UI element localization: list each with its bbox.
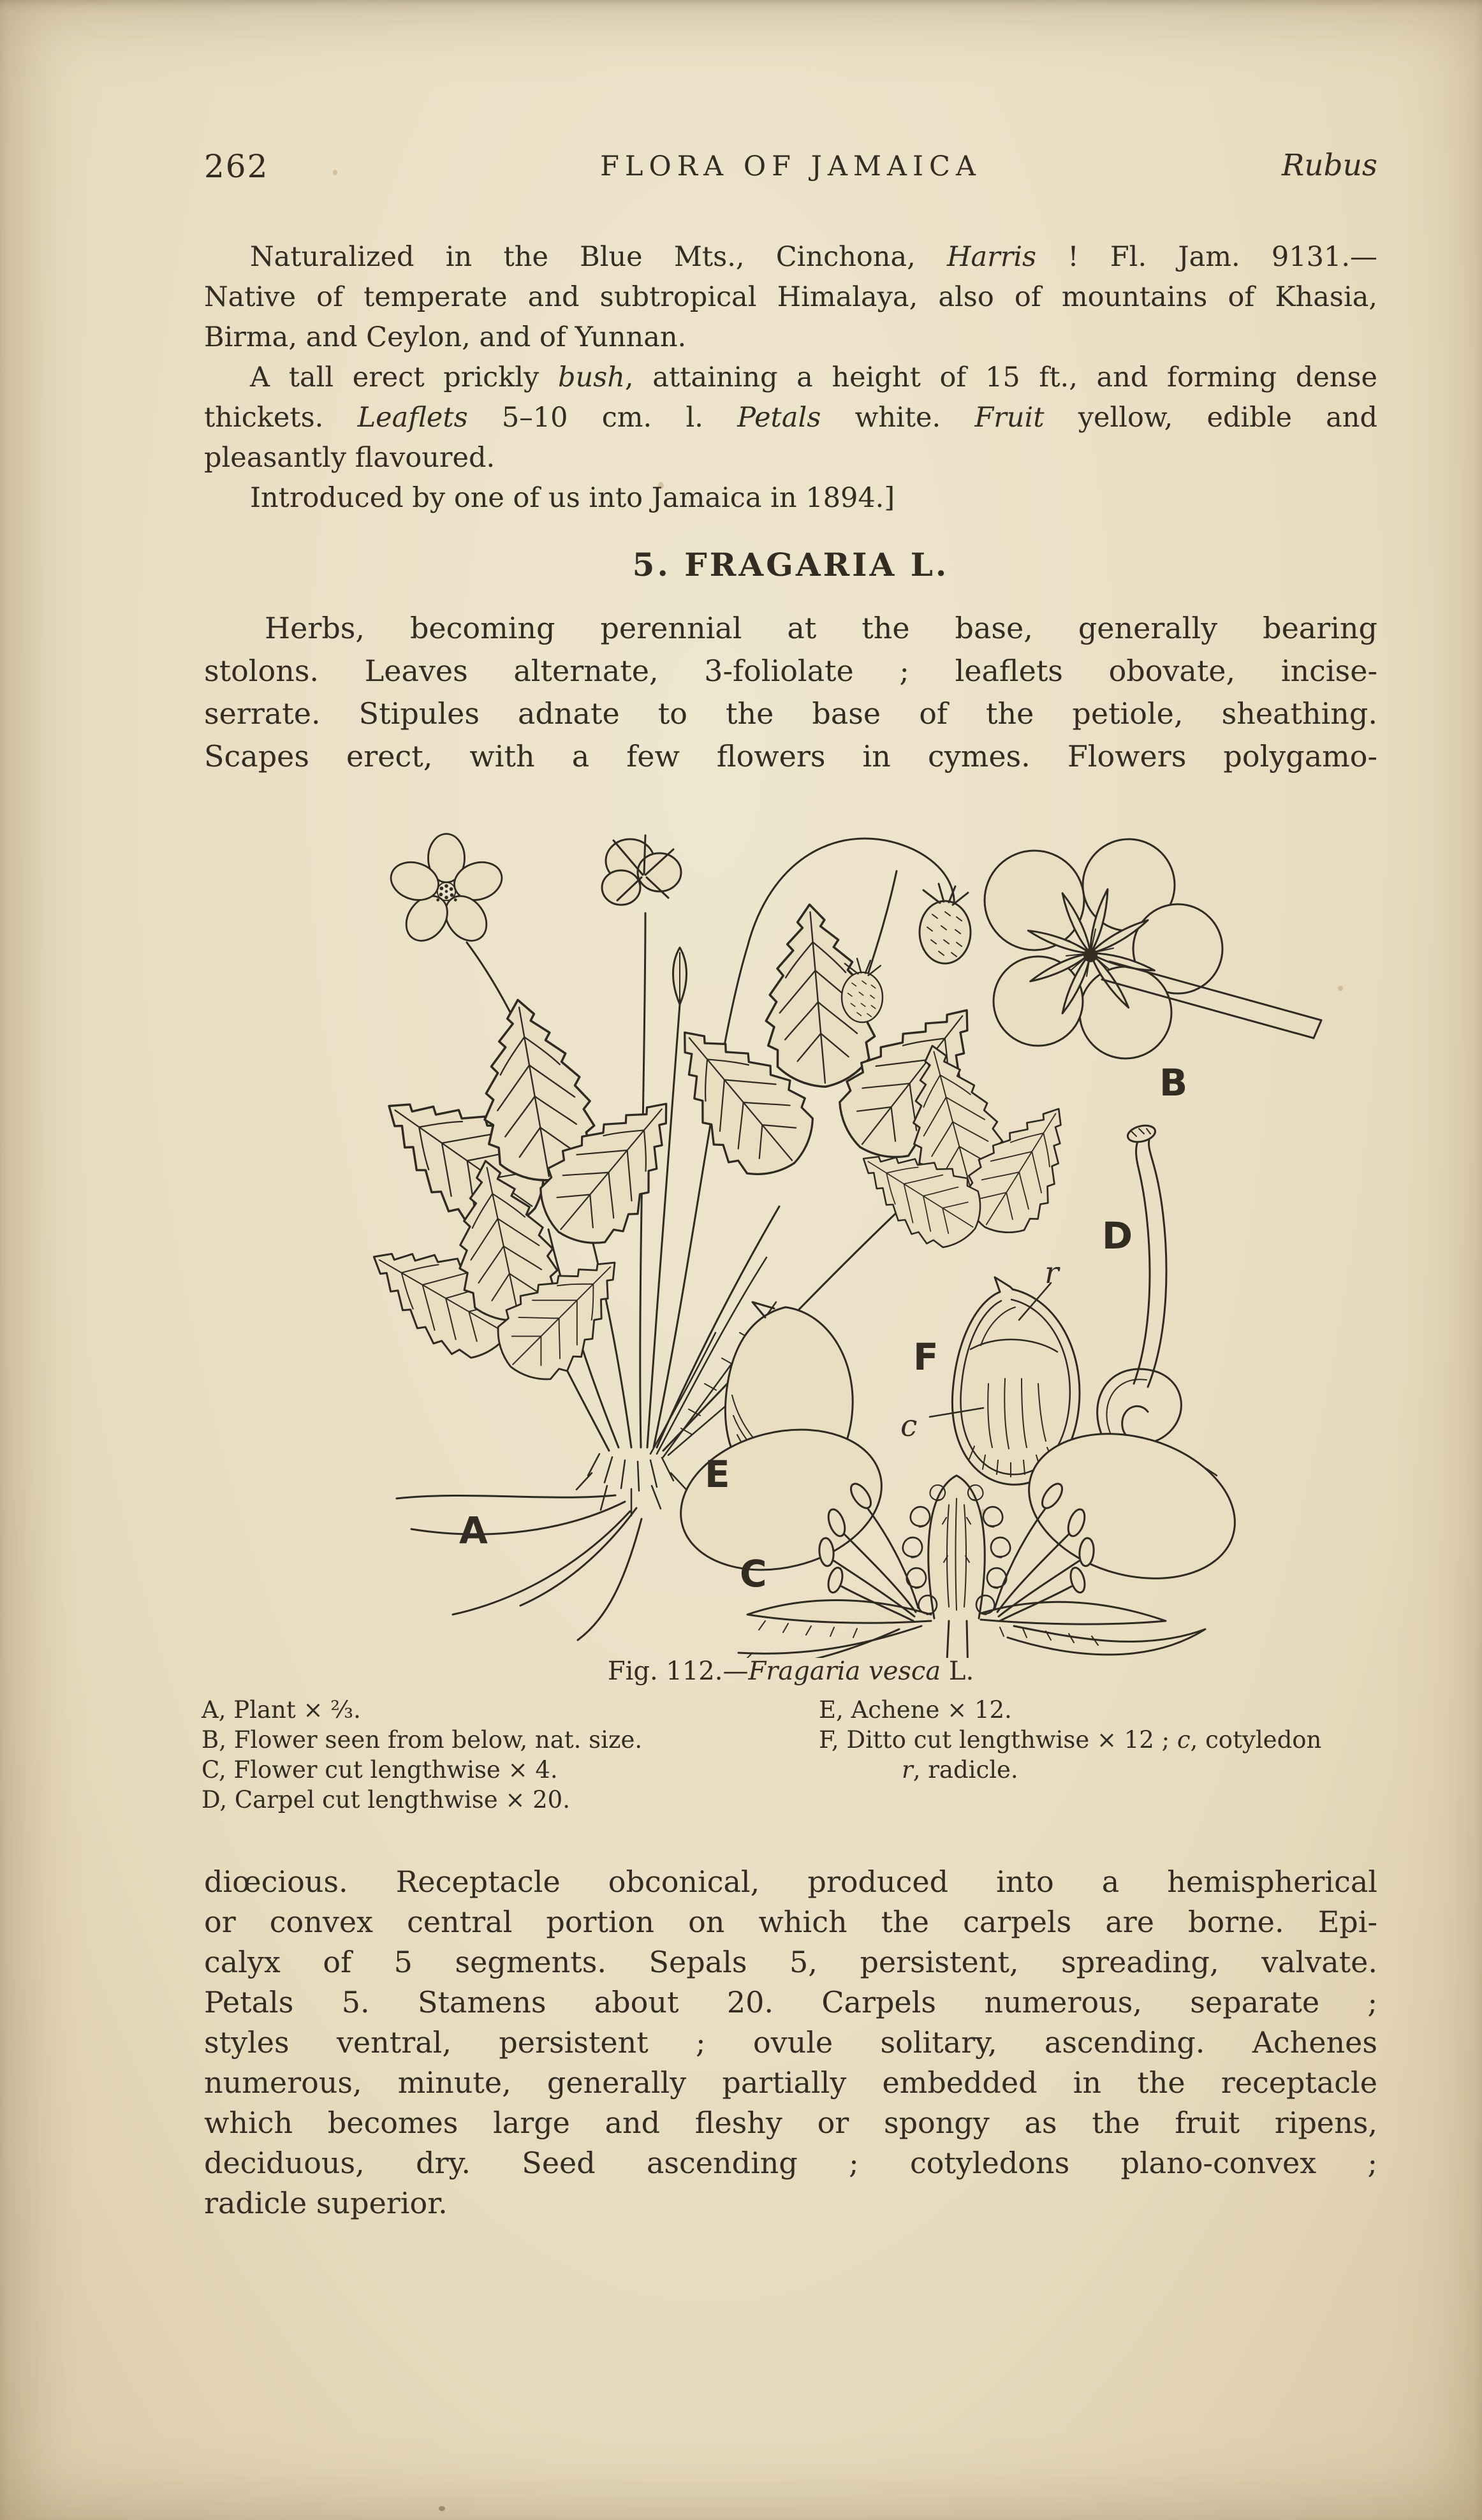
label-B: B (1159, 1061, 1188, 1104)
figure-legend-left (202, 1695, 807, 1815)
ink-speck (439, 2506, 445, 2511)
flower-from-below-drawing (985, 839, 1321, 1059)
text-line: Native of temperate and subtropical Himalaya, also of mountains of Khasia, (204, 281, 1377, 313)
botanical-illustration-fragaria-vesca (357, 810, 1326, 1658)
text-line: diœcious. Receptacle obconical, produced into a hemispherical (204, 1864, 1377, 1899)
text-line: stolons. Leaves alternate, 3-foliolate ; leaflets obovate, incise- (204, 654, 1377, 688)
text-line: Petals 5. Stamens about 20. Carpels numerous, separate ; (204, 1985, 1377, 2019)
text-line: Scapes erect, with a few flowers in cymes. Flowers polygamo- (204, 739, 1377, 773)
label-E: E (705, 1453, 730, 1496)
page-header (204, 148, 1377, 189)
paragraph-introduced (204, 478, 1377, 518)
figure-caption: Fig. 112.—Fragaria vesca L. (607, 1657, 974, 1686)
text-line: serrate. Stipules adnate to the base of the petiole, sheathing. (204, 696, 1377, 731)
flower-cut-drawing (666, 1409, 1252, 1658)
text-line: thickets. Leaflets 5–10 cm. l. Petals white. Fruit yellow, edible and (204, 402, 1377, 434)
text-line: D, Carpel cut lengthwise × 20. (202, 1786, 570, 1813)
text-line: Naturalized in the Blue Mts., Cinchona, Harris ! Fl. Jam. 9131.— (250, 241, 1377, 273)
text-line: A tall erect prickly bush, attaining a height of 15 ft., and forming dense (250, 362, 1377, 393)
text-line: B, Flower seen from below, nat. size. (202, 1726, 643, 1754)
text-line: calyx of 5 segments. Sepals 5, persistent, spreading, valvate. (204, 1945, 1377, 1979)
text-line: r, radicle. (902, 1756, 1018, 1784)
figure-112-drawing (357, 810, 1326, 1658)
genus-heading: 5. FRAGARIA L. (632, 546, 950, 583)
text-line: F, Ditto cut lengthwise × 12 ; c, cotyledon (819, 1726, 1322, 1754)
label-F: F (913, 1335, 939, 1379)
label-C: C (740, 1552, 767, 1595)
text-line: Herbs, becoming perennial at the base, generally bearing (265, 611, 1377, 645)
foxing-speck (1338, 986, 1343, 991)
flower-back-view (602, 835, 681, 905)
label-D: D (1102, 1214, 1133, 1257)
label-c: c (900, 1409, 918, 1444)
page-number: 262 (204, 148, 269, 185)
paragraph-description-rubus (204, 358, 1377, 478)
figure-legend-right (819, 1695, 1393, 1785)
paragraph-genus-description-1 (204, 607, 1377, 778)
text-line: pleasantly flavoured. (204, 442, 495, 474)
text-line: C, Flower cut lengthwise × 4. (202, 1756, 558, 1784)
text-line: or convex central portion on which the carpels are borne. Epi- (204, 1905, 1377, 1939)
running-head-genus: Rubus (1281, 148, 1377, 183)
book-title: FLORA OF JAMAICA (600, 150, 981, 182)
text-line: deciduous, dry. Seed ascending ; cotyledons plano-convex ; (204, 2146, 1377, 2180)
text-line: numerous, minute, generally partially embedded in the receptacle (204, 2065, 1377, 2100)
label-r: r (1045, 1256, 1059, 1291)
paragraph-naturalized (204, 237, 1377, 358)
text-line: A, Plant × ⅔. (202, 1696, 361, 1724)
label-A: A (459, 1509, 488, 1552)
text-line: Introduced by one of us into Jamaica in 1894.] (250, 482, 895, 514)
text-line: styles ventral, persistent ; ovule solitary, ascending. Achenes (204, 2025, 1377, 2060)
text-line: radicle superior. (204, 2186, 448, 2220)
text-line: which becomes large and fleshy or spongy as the fruit ripens, (204, 2106, 1377, 2140)
text-line: Birma, and Ceylon, and of Yunnan. (204, 321, 687, 353)
text-line: E, Achene × 12. (819, 1696, 1012, 1724)
paragraph-genus-description-2 (204, 1862, 1377, 2223)
